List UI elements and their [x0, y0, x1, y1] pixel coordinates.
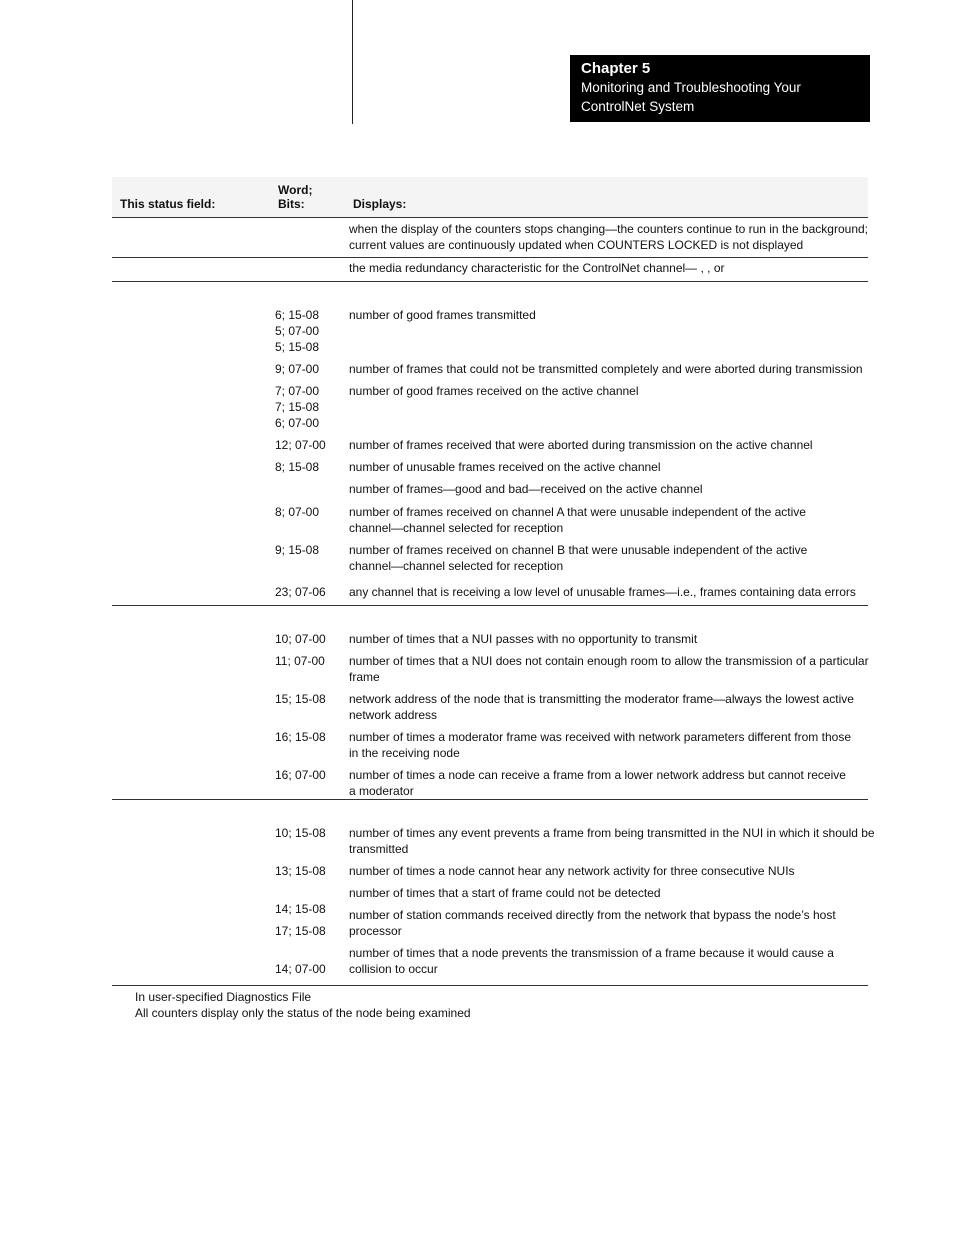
- word-bits: 9; 15-08: [275, 543, 320, 557]
- display-text: the media redundancy characteristic for the ControlNet channel— , , or: [349, 261, 725, 275]
- table-header: [112, 177, 868, 218]
- word-bits: 10; 07-00: [275, 632, 326, 646]
- display-text: [349, 691, 854, 723]
- display-text: [349, 653, 869, 685]
- margin-rule: [352, 0, 353, 124]
- footnote: In user-specified Diagnostics File: [135, 990, 312, 1004]
- column-header-bits-line: Word;: [278, 183, 313, 197]
- display-line: number of times that a node prevents the transmission of a frame because it would cause a: [349, 946, 834, 960]
- word-bits: 16; 07-00: [275, 768, 326, 782]
- display-line: number of times any event prevents a frame from being transmitted in the NUI in which it should be: [349, 826, 875, 840]
- word-bits: 10; 15-08: [275, 826, 326, 840]
- display-text: [349, 729, 851, 761]
- display-text: number of times that a start of frame could not be detected: [349, 886, 661, 900]
- column-header-bits: [278, 183, 312, 211]
- chapter-header: [570, 55, 870, 122]
- word-bits: 9; 07-00: [275, 362, 320, 376]
- chapter-title-line: ControlNet System: [581, 99, 695, 114]
- display-line: frame: [349, 670, 380, 684]
- word-bits: [275, 383, 319, 431]
- word-bits: [275, 307, 319, 355]
- display-text: number of times a node cannot hear any network activity for three consecutive NUIs: [349, 864, 795, 878]
- word-bits: 8; 15-08: [275, 460, 320, 474]
- word-bits: 17; 15-08: [275, 924, 326, 938]
- word-bits: 12; 07-00: [275, 438, 326, 452]
- display-text: [349, 504, 806, 536]
- display-text: [349, 825, 875, 857]
- display-line: channel—channel selected for reception: [349, 521, 564, 535]
- display-line: number of frames received on channel A that were unusable independent of the active: [349, 505, 806, 519]
- word-bits: 8; 07-00: [275, 505, 320, 519]
- chapter-title-line: Monitoring and Troubleshooting Your: [581, 80, 801, 95]
- display-text: number of frames that could not be transmitted completely and were aborted during transmission: [349, 362, 863, 376]
- table-row: [112, 218, 868, 258]
- word-bits: 11; 07-00: [275, 654, 325, 668]
- display-text: number of unusable frames received on the active channel: [349, 460, 661, 474]
- display-text: number of good frames received on the active channel: [349, 384, 639, 398]
- word-bits: 23; 07-06: [275, 585, 326, 599]
- bits-line: 5; 15-08: [275, 340, 320, 354]
- display-line: in the receiving node: [349, 746, 460, 760]
- column-header-displays: Displays:: [353, 197, 407, 211]
- display-text: [349, 221, 868, 253]
- column-header-field: This status field:: [120, 197, 216, 211]
- word-bits: 14; 07-00: [275, 962, 326, 976]
- footnote: All counters display only the status of the node being examined: [135, 1006, 471, 1020]
- display-text: [349, 907, 836, 939]
- display-line: when the display of the counters stops changing—the counters continue to run in the background;: [349, 222, 868, 236]
- display-line: number of times that a NUI does not contain enough room to allow the transmission of a particular: [349, 654, 869, 668]
- bits-line: 6; 07-00: [275, 416, 320, 430]
- footnotes: [135, 989, 471, 1021]
- word-bits: 13; 15-08: [275, 864, 326, 878]
- bits-line: 5; 07-00: [275, 324, 320, 338]
- display-text: number of frames—good and bad—received on the active channel: [349, 482, 703, 496]
- word-bits: 15; 15-08: [275, 692, 326, 706]
- display-line: a moderator: [349, 784, 414, 798]
- bits-line: 7; 07-00: [275, 384, 320, 398]
- display-line: processor: [349, 924, 402, 938]
- display-text: number of good frames transmitted: [349, 308, 536, 322]
- display-text: [349, 542, 807, 574]
- display-line: number of times a node can receive a frame from a lower network address but cannot receive: [349, 768, 846, 782]
- display-text: number of times that a NUI passes with no opportunity to transmit: [349, 632, 698, 646]
- display-line: number of frames received on channel B that were unusable independent of the active: [349, 543, 808, 557]
- display-line: collision to occur: [349, 962, 438, 976]
- display-line: network address of the node that is transmitting the moderator frame—always the lowest active: [349, 692, 854, 706]
- display-line: transmitted: [349, 842, 409, 856]
- table-row: [112, 258, 868, 282]
- word-bits: 16; 15-08: [275, 730, 326, 744]
- display-text: any channel that is receiving a low level of unusable frames—i.e., frames containing data errors: [349, 585, 856, 599]
- display-text: number of frames received that were aborted during transmission on the active channel: [349, 438, 813, 452]
- column-header-bits-line: Bits:: [278, 197, 305, 211]
- display-line: number of station commands received directly from the network that bypass the node’s host: [349, 908, 836, 922]
- display-line: current values are continuously updated when COUNTERS LOCKED is not displayed: [349, 238, 804, 252]
- word-bits: 14; 15-08: [275, 902, 326, 916]
- bits-line: 6; 15-08: [275, 308, 320, 322]
- display-line: channel—channel selected for reception: [349, 559, 564, 573]
- display-text: [349, 945, 834, 977]
- display-line: number of times a moderator frame was received with network parameters different from those: [349, 730, 851, 744]
- display-text: [349, 767, 846, 799]
- table-section: [112, 800, 875, 986]
- chapter-number: Chapter 5: [581, 60, 651, 77]
- table-section: [112, 282, 868, 606]
- table-section: [112, 606, 868, 800]
- display-line: network address: [349, 708, 438, 722]
- bits-line: 7; 15-08: [275, 400, 320, 414]
